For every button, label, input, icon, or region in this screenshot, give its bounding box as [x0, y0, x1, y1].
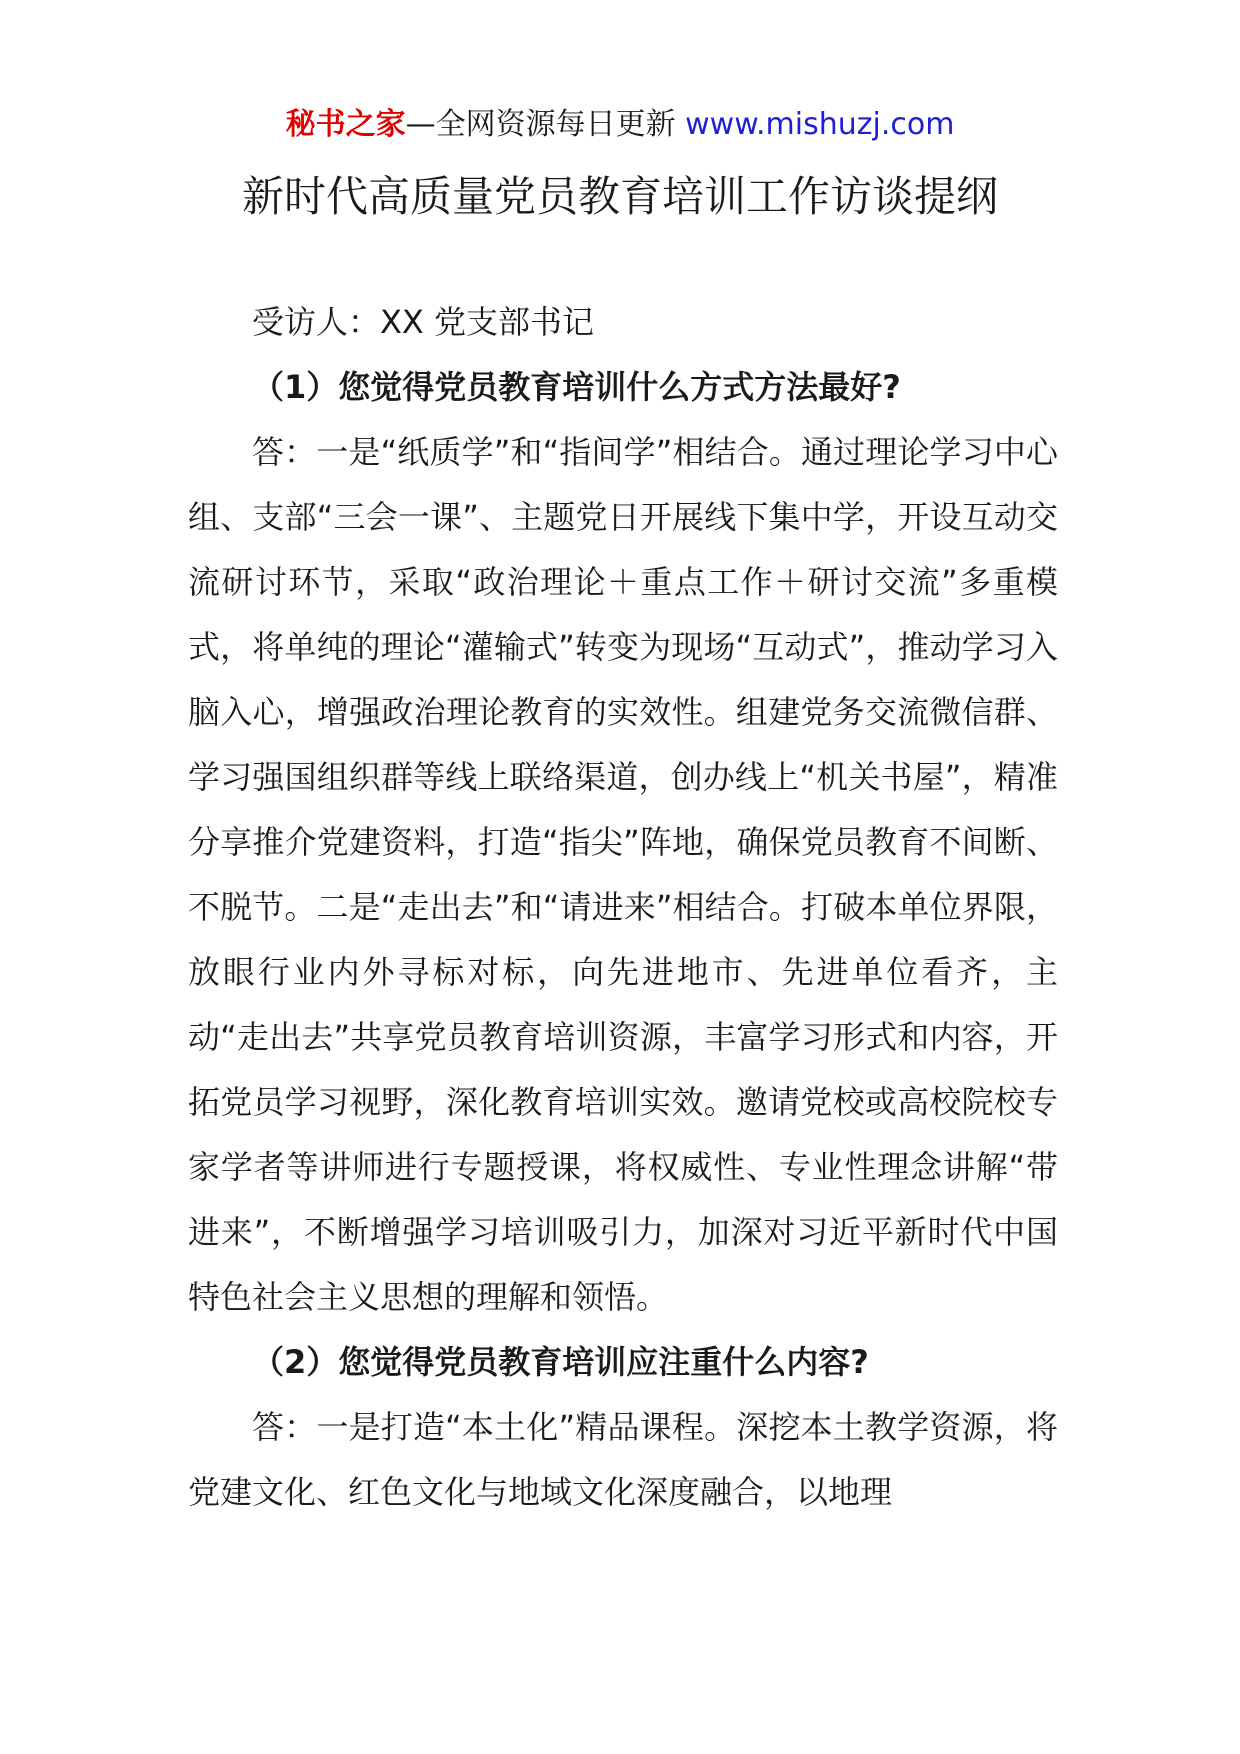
answer-paragraph: 答：一是打造“本土化”精品课程。深挖本土教学资源，将党建文化、红色文化与地域文化深度融合，以地理 [188, 1408, 1058, 1511]
question-heading: （2）您觉得党员教育培训应注重什么内容? [252, 1343, 869, 1381]
interviewee-line: 受访人：XX 党支部书记 [252, 303, 595, 341]
question-heading: （1）您觉得党员教育培训什么方式方法最好? [252, 368, 901, 406]
answer-paragraph: 答：一是“纸质学”和“指间学”相结合。通过理论学习中心组、支部“三会一课”、主题党日开展线下集中学，开设互动交流研讨环节，采取“政治理论＋重点工作＋研讨交流”多重模式，将单纯的理论“灌输式”转变为现场“互动式”，推动学习入脑入心，增强政治理论教育的实效性。组建党务交流微信群、学习强国组织群等线上联络渠道，创办线上“机关书屋”，精准分享推介党建资料，打造“指尖”阵地，确保党员教育不间断、不脱节。二是“走出去”和“请进来”相结合。打破本单位界限，放眼行业内外寻标对标，向先进地市、先进单位看齐，主动“走出去”共享党员教育培训资源，丰富学习形式和内容，开拓党员学习视野，深化教育培训实效。邀请党校或高校院校专家学者等讲师进行专题授课，将权威性、专业性理念讲解“带进来”，不断增强学习培训吸引力，加深对习近平新时代中国特色社会主义思想的理解和领悟。 [188, 433, 1058, 1316]
document-title: 新时代高质量党员教育培训工作访谈提纲 [241, 172, 998, 221]
site-tagline: —全网资源每日更新 [405, 107, 686, 142]
site-header [0, 100, 1240, 150]
site-brand: 秘书之家 [285, 107, 406, 142]
site-url-link[interactable]: www.mishuzj.com [685, 107, 955, 142]
document-body [188, 290, 1058, 1525]
